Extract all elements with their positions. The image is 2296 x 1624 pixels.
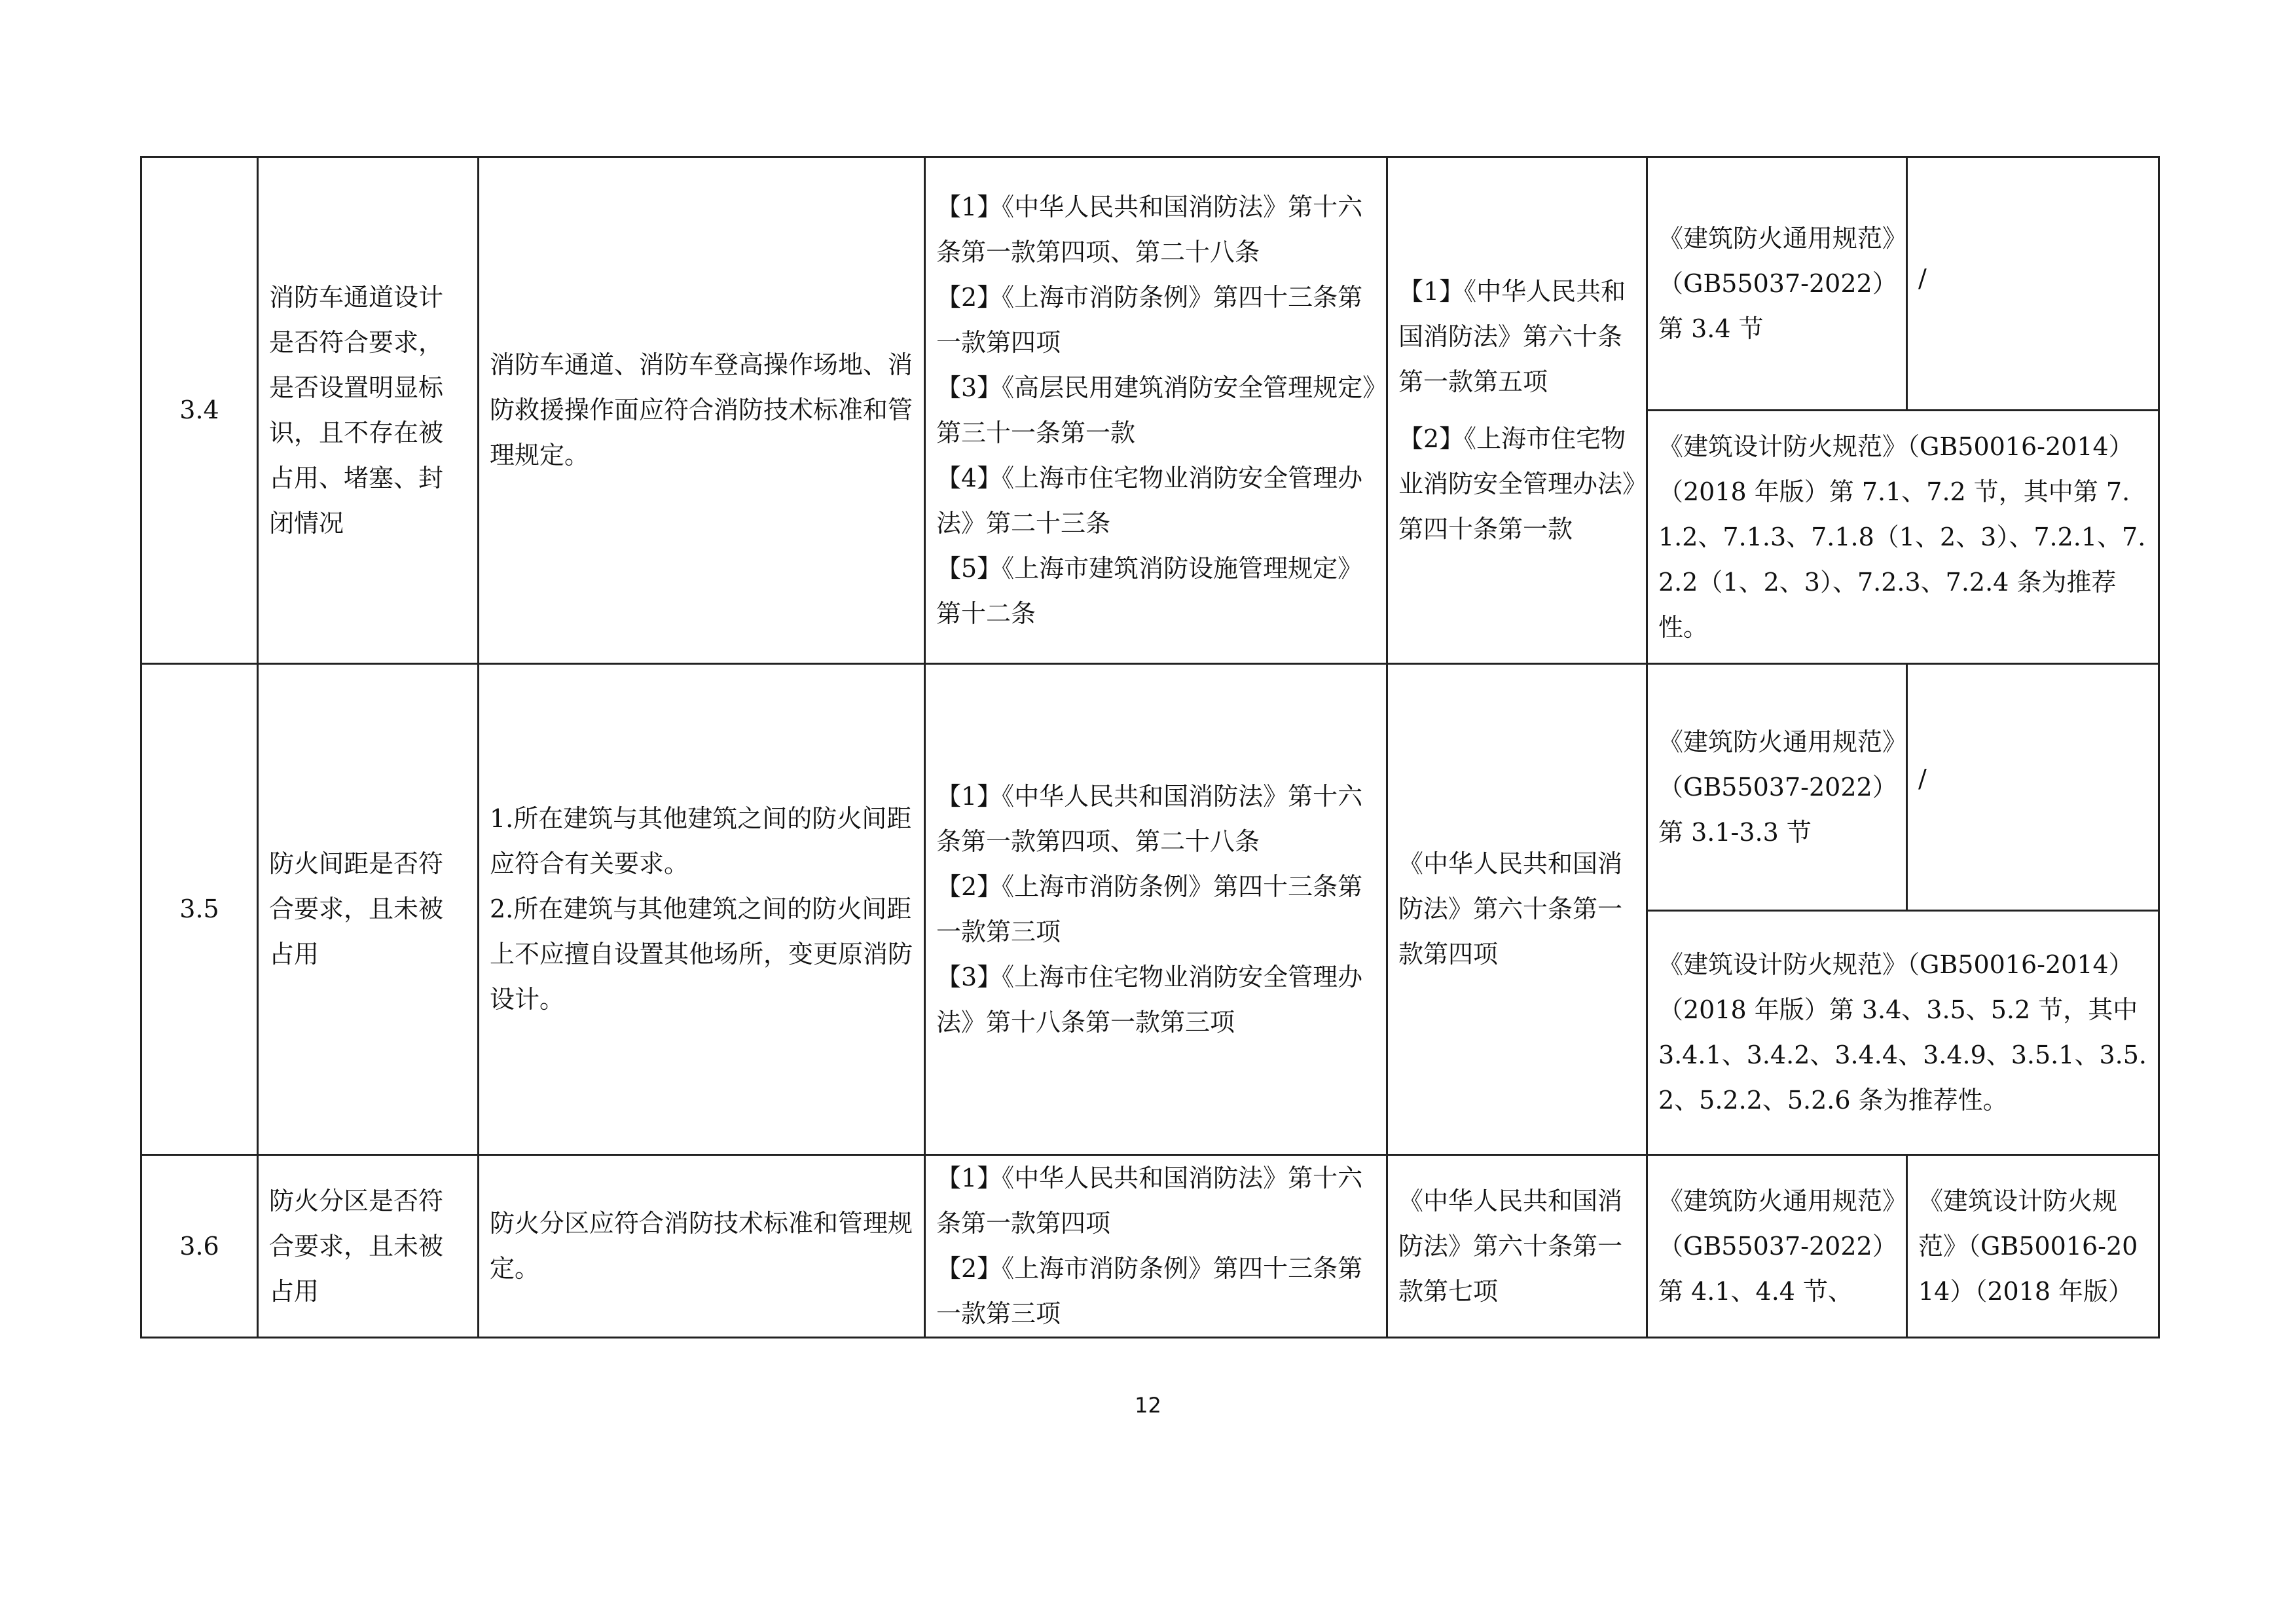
penalty-item: 《中华人民共和国消防法》第六十条第一款第四项 (1398, 849, 1623, 969)
standard-b: 《建筑设计防火规范》（GB50016-2014）（2018 年版）第 7.1、7.2 节，其中第 7.1.2、7.1.3、7.1.8（1、2、3）、7.2.1、7.2.2（1、2、3）、7.2.3、7.2.4 条为推荐性。 (1647, 411, 2159, 664)
basis-item: 【1】《中华人民共和国消防法》第十六条第一款第四项、第二十八条 (936, 192, 1363, 267)
table-row (141, 664, 2159, 911)
item-number: 3.4 (141, 157, 258, 664)
standard-a-note: / (1907, 664, 2159, 911)
requirement-text: 消防车通道、消防车登高操作场地、消防救援操作面应符合消防技术标准和管理规定。 (490, 350, 913, 470)
page-number: 12 (1135, 1393, 1161, 1418)
basis-item: 【5】《上海市建筑消防设施管理规定》第十二条 (936, 553, 1363, 628)
standard-a: 《建筑防火通用规范》（GB55037-2022）第 3.1-3.3 节 (1647, 664, 1907, 911)
basis-item: 【1】《中华人民共和国消防法》第十六条第一款第四项 (936, 1164, 1363, 1238)
check-item: 防火间距是否符合要求，且未被占用 (258, 664, 479, 1155)
basis-item: 【2】《上海市消防条例》第四十三条第一款第四项 (936, 282, 1363, 357)
basis-cell (925, 1155, 1387, 1338)
item-number: 3.5 (141, 664, 258, 1155)
basis-item: 【2】《上海市消防条例》第四十三条第一款第三项 (936, 1254, 1363, 1328)
standard-b: 《建筑设计防火规范》（GB50016-2014）（2018 年版） (1907, 1155, 2159, 1338)
basis-item: 【3】《高层民用建筑消防安全管理规定》第三十一条第一款 (936, 373, 1376, 447)
standard-a: 《建筑防火通用规范》（GB55037-2022）第 3.4 节 (1647, 157, 1907, 411)
table-row (141, 157, 2159, 411)
basis-item: 【4】《上海市住宅物业消防安全管理办法》第二十三条 (936, 463, 1363, 538)
basis-cell (925, 664, 1387, 1155)
penalty-item: 【1】《中华人民共和国消防法》第六十条第一款第五项 (1398, 276, 1626, 396)
standard-a-note: / (1907, 157, 2159, 411)
requirement-text: 2.所在建筑与其他建筑之间的防火间距上不应擅自设置其他场所，变更原消防设计。 (490, 895, 913, 1014)
standard-b: 《建筑设计防火规范》（GB50016-2014）（2018 年版）第 3.4、3.5、5.2 节，其中 3.4.1、3.4.2、3.4.4、3.4.9、3.5.1、3.5.2、5.2.2、5.2.6 条为推荐性。 (1647, 911, 2159, 1155)
penalty-item: 【2】《上海市住宅物业消防安全管理办法》第四十条第一款 (1398, 424, 1635, 544)
requirement-text: 防火分区应符合消防技术标准和管理规定。 (490, 1209, 913, 1283)
requirement-cell (479, 1155, 925, 1338)
basis-cell (925, 157, 1387, 664)
penalty-item: 《中华人民共和国消防法》第六十条第一款第七项 (1398, 1186, 1623, 1306)
check-item: 消防车通道设计是否符合要求，是否设置明显标识，且不存在被占用、堵塞、封闭情况 (258, 157, 479, 664)
requirement-cell (479, 157, 925, 664)
regulation-table (140, 156, 2160, 1338)
standard-a: 《建筑防火通用规范》（GB55037-2022）第 4.1、4.4 节、 (1647, 1155, 1907, 1338)
basis-item: 【2】《上海市消防条例》第四十三条第一款第三项 (936, 872, 1363, 946)
basis-item: 【3】《上海市住宅物业消防安全管理办法》第十八条第一款第三项 (936, 962, 1363, 1037)
table-row (141, 1155, 2159, 1338)
penalty-cell (1387, 1155, 1647, 1338)
requirement-cell (479, 664, 925, 1155)
item-number: 3.6 (141, 1155, 258, 1338)
penalty-cell (1387, 157, 1647, 664)
penalty-cell (1387, 664, 1647, 1155)
requirement-text: 1.所在建筑与其他建筑之间的防火间距应符合有关要求。 (490, 804, 912, 878)
basis-item: 【1】《中华人民共和国消防法》第十六条第一款第四项、第二十八条 (936, 781, 1363, 856)
check-item: 防火分区是否符合要求，且未被占用 (258, 1155, 479, 1338)
